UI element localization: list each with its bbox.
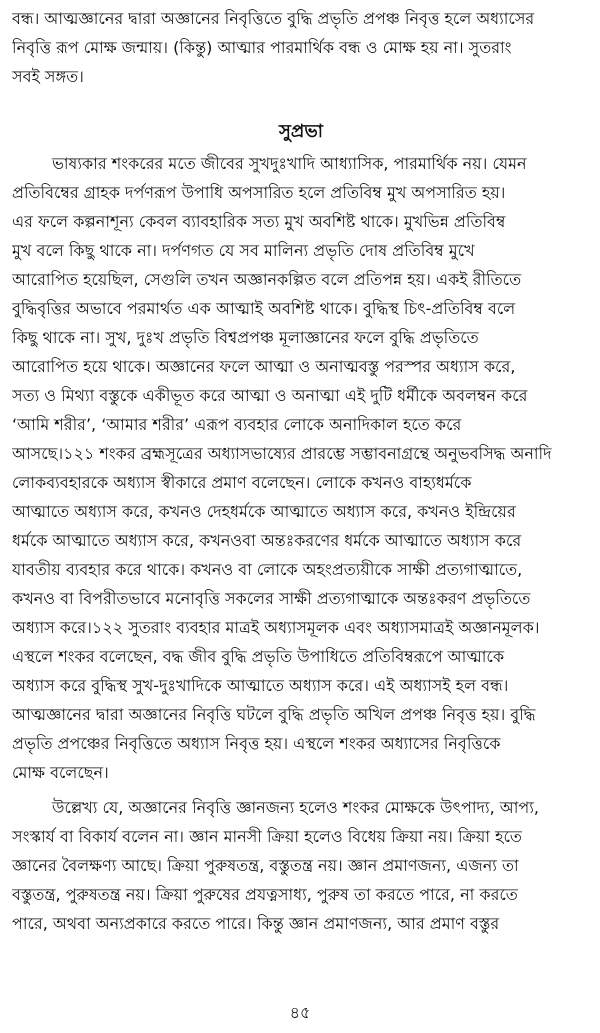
text-line: মুখ বলে কিছু থাকে না। দর্পণগত যে সব মালিন্য প্রভৃতি দোষ প্রতিবিম্ব মুখে <box>12 241 475 260</box>
text-line: অধ্যাস করে বুদ্ধিস্থ সুখ-দুঃখাদিকে আত্মাতে অধ্যাস করে। এই অধ্যাসই হল বন্ধ। <box>12 676 509 695</box>
text-line: যাবতীয় ব্যবহার করে থাকে। কখনও বা লোকে অহংপ্রত্যয়ীকে সাক্ষী প্রত্যগাত্মাতে, <box>12 560 523 579</box>
text-line: নিবৃত্তি রূপ মোক্ষ জন্মায়। (কিন্তু) আত্মার পারমার্থিক বন্ধ ও মোক্ষ হয় না। সুতরাং <box>12 38 512 57</box>
text-line: সত্য ও মিথ্যা বস্তুকে একীভূত করে আত্মা ও অনাত্মা এই দুটি ধর্মীকে অবলম্বন করে <box>12 386 528 405</box>
text-line: প্রভৃতি প্রপঞ্চের নিবৃত্তিতে অধ্যাস নিবৃত্ত হয়। এস্থলে শংকর অধ্যাসের নিবৃত্তিকে <box>12 734 501 753</box>
text-line: বুদ্ধিবৃত্তির অভাবে পরমার্থত এক আত্মাই অবশিষ্ট থাকে। বুদ্ধিস্থ চিৎ-প্রতিবিম্ব বলে <box>12 299 516 318</box>
text-line: অধ্যাস করে।১২২ সুতরাং ব্যবহার মাত্রই অধ্যাসমূলক এবং অধ্যাসমাত্রই অজ্ঞানমূলক। <box>12 618 540 637</box>
text-line: এর ফলে কল্পনাশূন্য কেবল ব্যাবহারিক সত্য মুখ অবশিষ্ট থাকে। মুখভিন্ন প্রতিবিম্ব <box>12 212 506 231</box>
text-line: ধর্মকে আত্মাতে অধ্যাস করে, কখনওবা অন্তঃকরণের ধর্মকে আত্মাতে অধ্যাস করে <box>12 531 522 550</box>
text-line: লোকব্যবহারকে অধ্যাস স্বীকারে প্রমাণ বলেছেন। লোকে কখনও বাহ্যধর্মকে <box>12 473 472 492</box>
text-line: আসছে।১২১ শংকর ব্রহ্মসূত্রের অধ্যাসভাষ্যের প্রারম্ভে সম্ভাবনাগ্রন্থে অনুভবসিদ্ধ অনাদি <box>12 444 552 463</box>
text-line: আরোপিত হয়েছিল, সেগুলি তখন অজ্ঞানকল্পিত বলে প্রতিপন্ন হয়। একই রীতিতে <box>12 270 522 289</box>
text-line: প্রতিবিম্বের গ্রাহক দর্পণরূপ উপাধি অপসারিত হলে প্রতিবিম্ব মুখ অপসারিত হয়। <box>12 183 506 202</box>
text-line: সংস্কার্য বা বিকার্য বলেন না। জ্ঞান মানসী ক্রিয়া হলেও বিধেয় ক্রিয়া নয়। ক্রিয়া হতে <box>12 827 522 846</box>
text-line: জ্ঞানের বৈলক্ষণ্য আছে। ক্রিয়া পুরুষতন্ত্র, বস্তুতন্ত্র নয়। জ্ঞান প্রমাণজন্য, এজন্য তা <box>12 856 519 875</box>
text-line: আরোপিত হয়ে থাকে। অজ্ঞানের ফলে আত্মা ও অনাত্মবস্তু পরস্পর অধ্যাস করে, <box>12 357 516 376</box>
text-line: পারে, অথবা অন্যপ্রকারে করতে পারে। কিন্তু জ্ঞান প্রমাণজন্য, আর প্রমাণ বস্তুর <box>12 914 500 933</box>
text-line: ভাষ্যকার শংকরের মতে জীবের সুখদুঃখাদি আধ্যাসিক, পারমার্থিক নয়। যেমন <box>52 154 527 173</box>
text-line: উল্লেখ্য যে, অজ্ঞানের নিবৃত্তি জ্ঞানজন্য হলেও শংকর মোক্ষকে উৎপাদ্য, আপ্য, <box>52 798 540 817</box>
section-heading: সুপ্রভা <box>279 121 323 142</box>
text-line: বস্তুতন্ত্র, পুরুষতন্ত্র নয়। ক্রিয়া পুরুষের প্রযত্নসাধ্য, পুরুষ তা করতে পারে, না করতে <box>12 885 518 904</box>
continued-paragraph <box>12 4 590 91</box>
text-line: মোক্ষ বলেছেন। <box>12 763 109 782</box>
text-line: আত্মজ্ঞানের দ্বারা অজ্ঞানের নিবৃত্তি ঘটলে বুদ্ধি প্রভৃতি অখিল প্রপঞ্চ নিবৃত্ত হয়। বুদ্ধি <box>12 705 536 724</box>
page-number: ৪৫ <box>289 1003 311 1022</box>
text-line: কখনও বা বিপরীতভাবে মনোবৃত্তি সকলের সাক্ষী প্রত্যগাত্মাকে অন্তঃকরণ প্রভৃতিতে <box>12 589 531 608</box>
text-line: এস্থলে শংকর বলেছেন, বদ্ধ জীব বুদ্ধি প্রভৃতি উপাধিতে প্রতিবিম্বরূপে আত্মাকে <box>12 647 505 666</box>
paragraph-1 <box>12 149 590 787</box>
text-line: সবই সঙ্গত। <box>12 67 84 86</box>
paragraph-2 <box>12 793 590 938</box>
text-line: আত্মাতে অধ্যাস করে, কখনও দেহধর্মকে আত্মাতে অধ্যাস করে, কখনও ইন্দ্রিয়ের <box>12 502 516 521</box>
text-line: কিছু থাকে না। সুখ, দুঃখ প্রভৃতি বিশ্বপ্রপঞ্চ মূলাজ্ঞানের ফলে বুদ্ধি প্রভৃতিতে <box>12 328 479 347</box>
text-line: ‘আমি শরীর’, ‘আমার শরীর’ এরূপ ব্যবহার লোকে অনাদিকাল হতে করে <box>12 415 462 434</box>
text-line: বন্ধ। আত্মজ্ঞানের দ্বারা অজ্ঞানের নিবৃত্তিতে বুদ্ধি প্রভৃতি প্রপঞ্চ নিবৃত্ত হলে অধ্যাসের <box>12 9 535 28</box>
